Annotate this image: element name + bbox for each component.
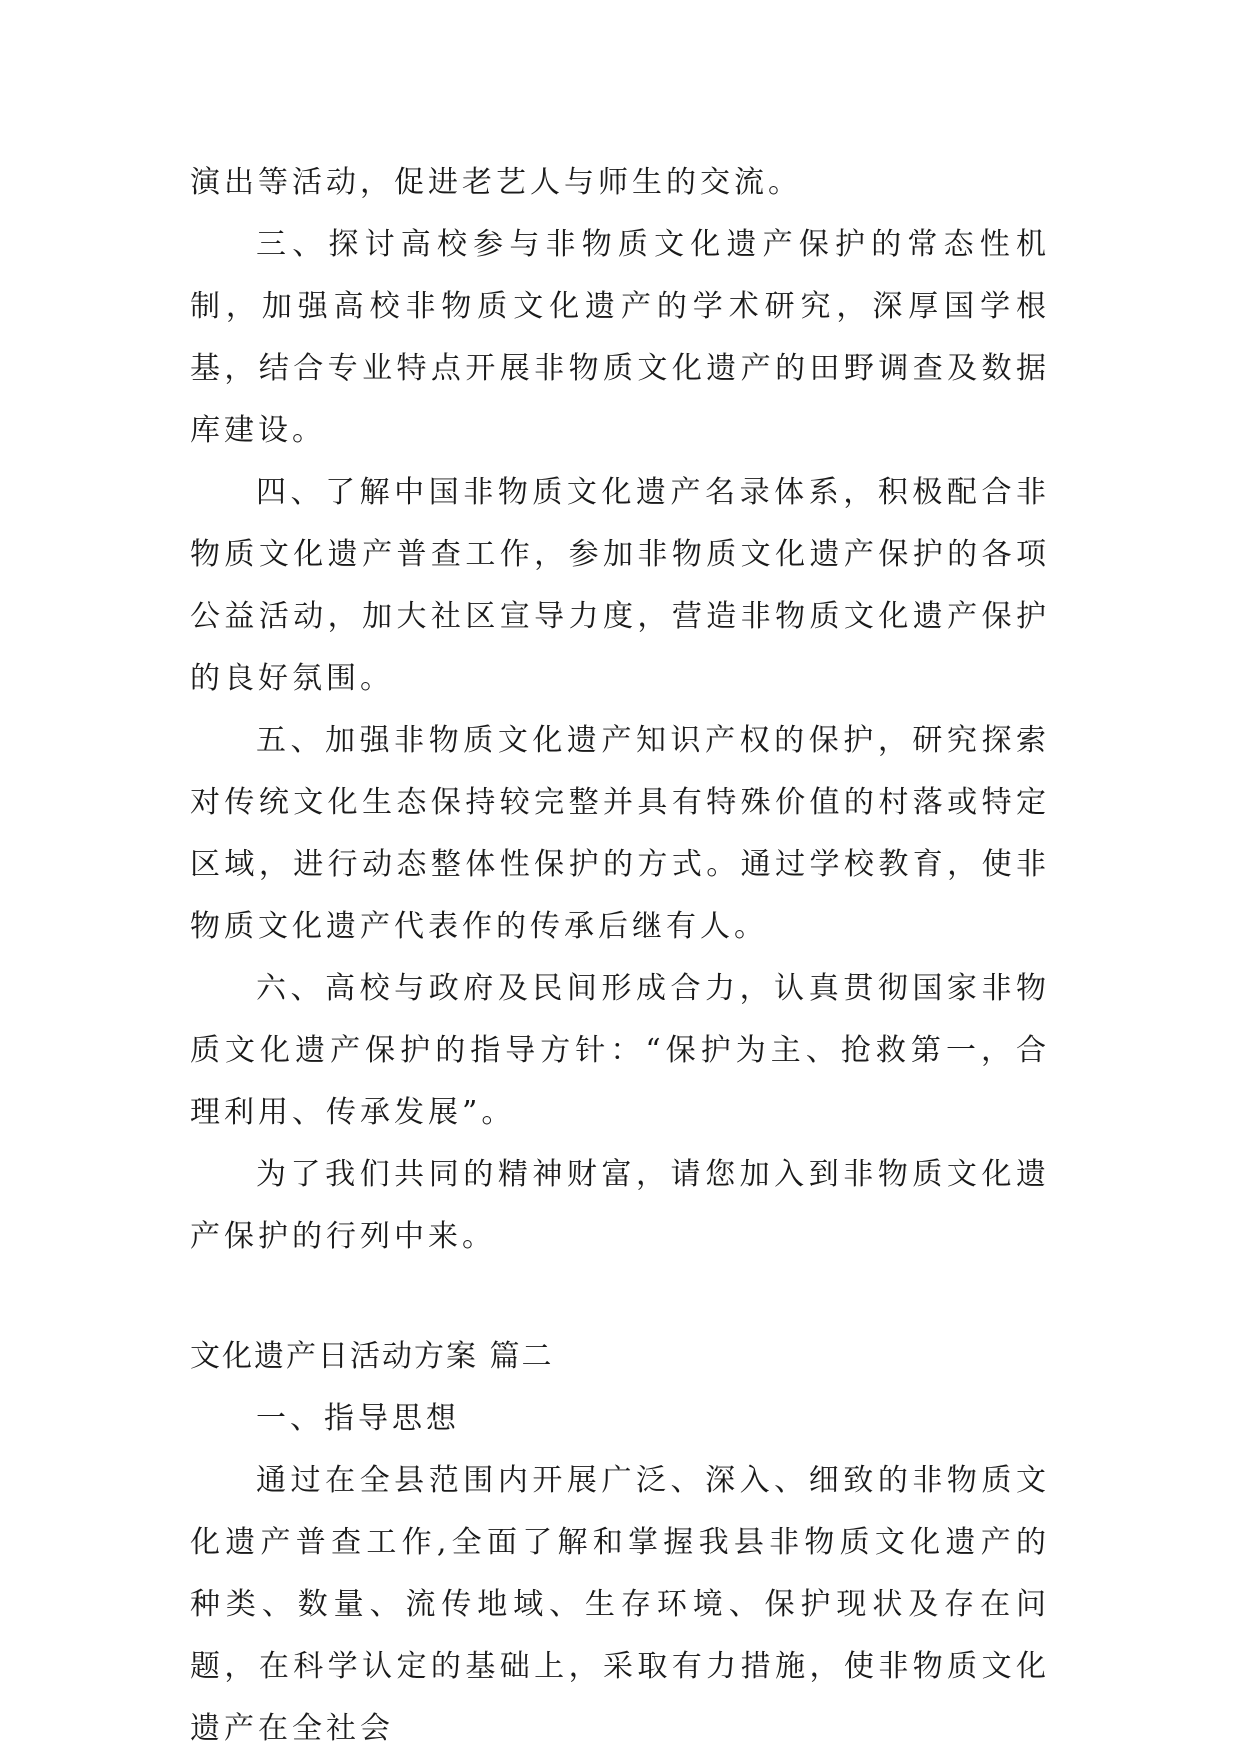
paragraph-2: 三、探讨高校参与非物质文化遗产保护的常态性机制，加强高校非物质文化遗产的学术研究，深厚国学根基，结合专业特点开展非物质文化遗产的田野调查及数据库建设。 bbox=[190, 227, 1050, 448]
paragraph-8: 通过在全县范围内开展广泛、深入、细致的非物质文化遗产普查工作,全面了解和掌握我县非物质文化遗产的种类、数量、流传地域、生存环境、保护现状及存在问题，在科学认定的基础上，采取有力措施，使非物质文化遗产在全社会 bbox=[190, 1463, 1050, 1746]
paragraph-1: 演出等活动，促进老艺人与师生的交流。 bbox=[190, 165, 802, 200]
paragraph-7: 一、指导思想 bbox=[256, 1401, 460, 1436]
paragraph-4: 五、加强非物质文化遗产知识产权的保护，研究探索对传统文化生态保持较完整并具有特殊价值的村落或特定区域，进行动态整体性保护的方式。通过学校教育，使非物质文化遗产代表作的传承后继有人。 bbox=[190, 723, 1050, 944]
paragraph-3: 四、了解中国非物质文化遗产名录体系，积极配合非物质文化遗产普查工作，参加非物质文化遗产保护的各项公益活动，加大社区宣导力度，营造非物质文化遗产保护的良好氛围。 bbox=[190, 475, 1050, 696]
paragraph-5: 六、高校与政府及民间形成合力，认真贯彻国家非物质文化遗产保护的指导方针：“保护为主、抢救第一，合理利用、传承发展”。 bbox=[190, 971, 1050, 1130]
paragraph-6: 为了我们共同的精神财富，请您加入到非物质文化遗产保护的行列中来。 bbox=[190, 1157, 1050, 1254]
section-spacer bbox=[190, 1268, 1050, 1326]
document-page bbox=[190, 152, 1050, 1760]
section-heading: 文化遗产日活动方案 篇二 bbox=[190, 1339, 554, 1374]
